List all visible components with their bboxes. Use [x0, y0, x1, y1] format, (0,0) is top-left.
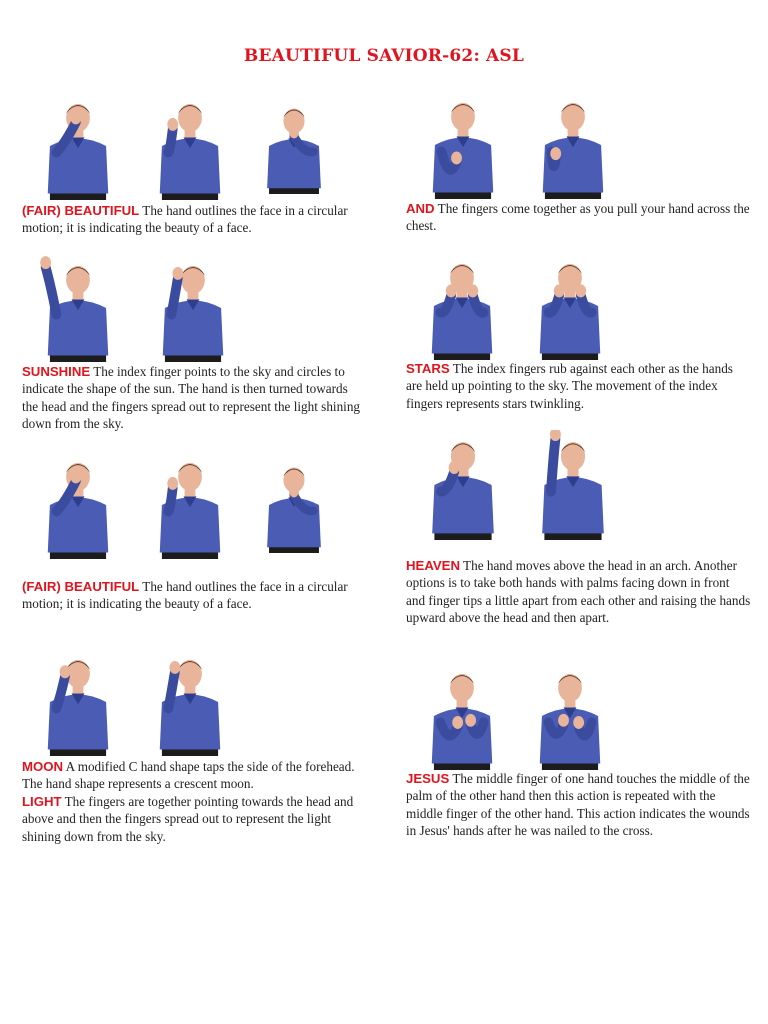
sign-word: MOON [22, 759, 64, 774]
caption-jesus [406, 770, 751, 840]
sign-description: The hand outlines the face in a circular motion; it is indicating the beauty of a face. [22, 579, 348, 612]
photo-row-fair-beautiful-2 [22, 451, 342, 559]
signer-figure [518, 91, 628, 199]
sign-description: The fingers come together as you pull your hand across the chest. [406, 201, 750, 234]
sign-photo [408, 252, 516, 360]
signer-figure [246, 92, 342, 200]
sign-photo [22, 92, 134, 200]
signer-figure [246, 451, 342, 559]
photo-row-fair-beautiful-1 [22, 92, 342, 200]
caption-and [406, 200, 751, 235]
photo-row-sunshine [22, 254, 252, 362]
signer-figure [408, 430, 518, 540]
signer-figure [22, 451, 134, 559]
sign-photo [134, 254, 252, 362]
photo-row-heaven [408, 430, 628, 540]
sign-photo [518, 430, 628, 540]
signer-figure [408, 252, 516, 360]
sign-description: The hand moves above the head in an arch. Another options is to take both hands with palms facing down in front and finger tips a little apart from each other and raising the hands upward above the head and then apart. [406, 558, 751, 626]
sign-description: The index finger points to the sky and circles to indicate the shape of the sun. The hand is then turned towards the head and the fingers spread out to represent the light shining down from the sky. [22, 364, 361, 432]
sign-description: The index fingers rub against each other as the hands are held up pointing to the sky. The movement of the index fingers represents stars twinkling. [406, 361, 733, 411]
signer-figure [22, 648, 134, 756]
photo-row-moon-light [22, 648, 246, 756]
sign-photo [22, 451, 134, 559]
sign-word: HEAVEN [406, 558, 460, 573]
sign-word: SUNSHINE [22, 364, 91, 379]
sign-description: The hand outlines the face in a circular motion; it is indicating the beauty of a face. [22, 203, 348, 236]
signer-figure [22, 254, 134, 362]
caption-fair-beautiful-2 [22, 578, 362, 613]
signer-figure [134, 648, 246, 756]
sign-photo [246, 92, 342, 200]
signer-figure [22, 92, 134, 200]
sign-word: JESUS [406, 771, 450, 786]
sign-photo [246, 451, 342, 559]
sign-photo [22, 648, 134, 756]
page-title: BEAUTIFUL SAVIOR-62: ASL [243, 46, 525, 66]
sign-photo [22, 254, 134, 362]
signer-figure [134, 92, 246, 200]
sign-word: AND [406, 201, 435, 216]
sign-photo [518, 91, 628, 199]
photo-row-jesus [408, 662, 624, 770]
sign-photo [516, 252, 624, 360]
signer-figure [408, 662, 516, 770]
sign-word: (FAIR) BEAUTIFUL [22, 579, 140, 594]
sign-photo [408, 662, 516, 770]
signer-figure [516, 252, 624, 360]
sign-photo [134, 92, 246, 200]
sign-photo [134, 648, 246, 756]
sign-word: STARS [406, 361, 450, 376]
signer-figure [408, 91, 518, 199]
caption-moon-light [22, 758, 362, 845]
sign-description: The fingers are together pointing towards the head and above and then the fingers spread out to represent the light shining down from the sky. [22, 793, 354, 844]
sign-photo [516, 662, 624, 770]
signer-figure [134, 451, 246, 559]
caption-fair-beautiful-1 [22, 202, 362, 237]
sign-photo [134, 451, 246, 559]
caption-heaven [406, 557, 751, 627]
sign-word: (FAIR) BEAUTIFUL [22, 203, 140, 218]
signer-figure [516, 662, 624, 770]
sign-description: A modified C hand shape taps the side of the forehead. The hand shape represents a crescent moon. [22, 759, 355, 792]
caption-sunshine [22, 363, 367, 433]
photo-row-and [408, 91, 628, 199]
sign-word: LIGHT [22, 793, 62, 809]
caption-stars [406, 360, 751, 412]
sign-photo [408, 430, 518, 540]
photo-row-stars [408, 252, 624, 360]
signer-figure [134, 254, 252, 362]
signer-figure [518, 430, 628, 540]
sign-photo [408, 91, 518, 199]
sign-description: The middle finger of one hand touches the middle of the palm of the other hand then this action is repeated with the middle finger of the other hand. This action indicates the wounds in Jesus' hands after he was nailed to the cross. [406, 771, 750, 839]
